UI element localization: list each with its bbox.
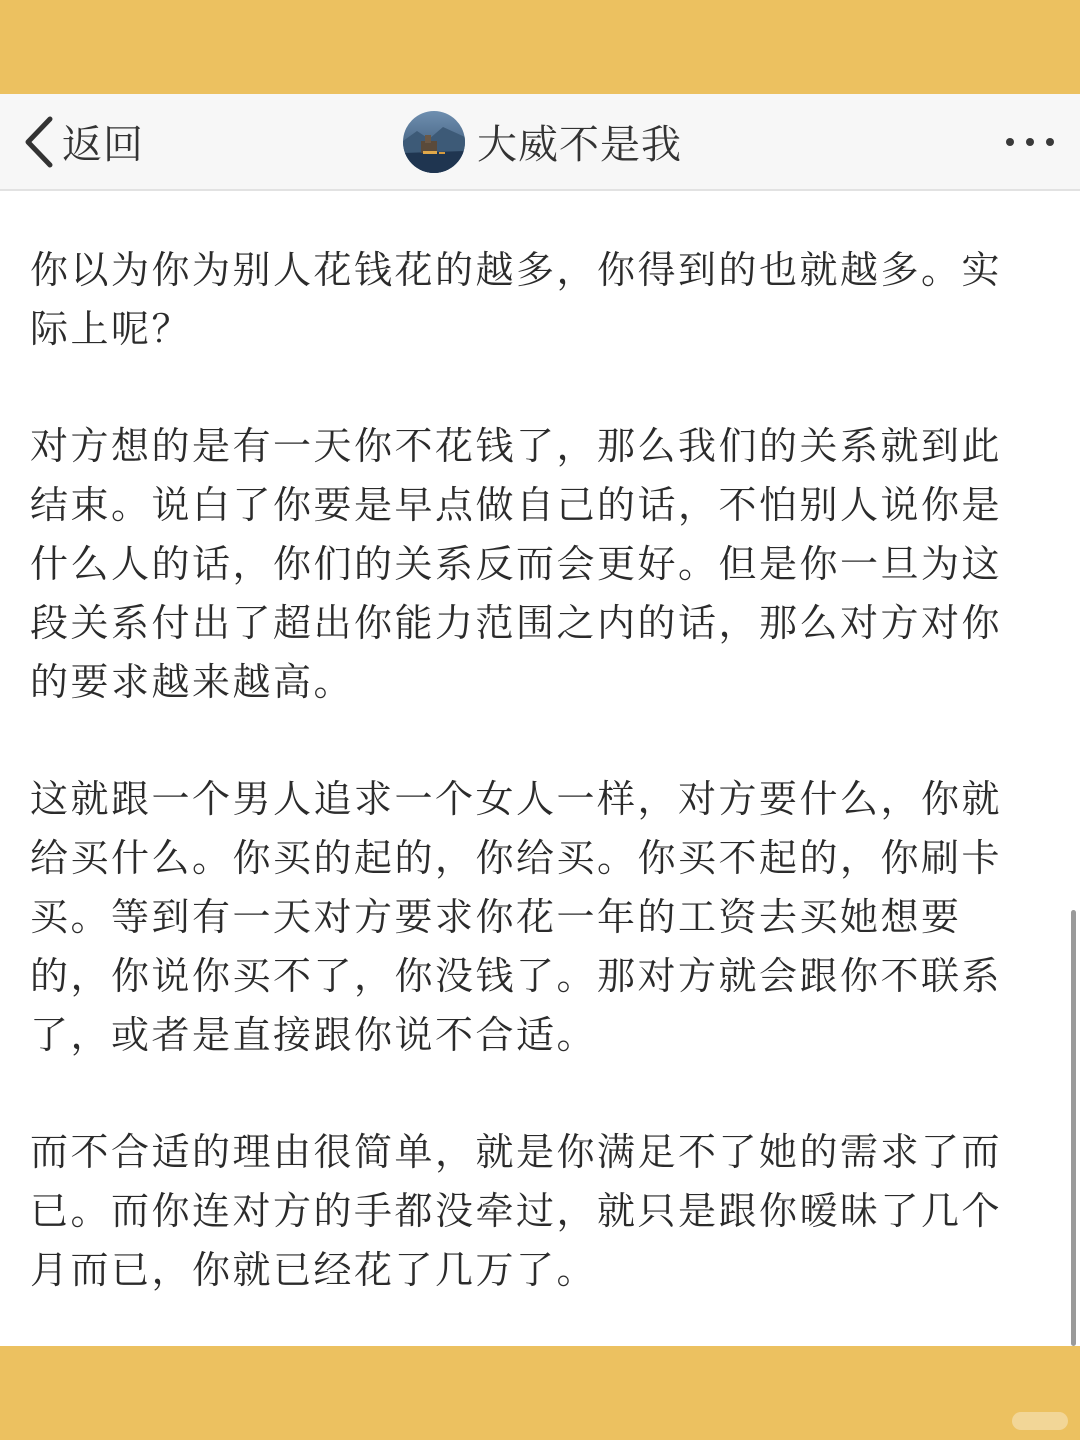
paragraph: 而不合适的理由很简单，就是你满足不了她的需求了而已。而你连对方的手都没牵过，就只是跟你暧昧了几个月而已，你就已经花了几万了。 <box>30 1130 1003 1292</box>
bottom-color-band <box>0 1346 1080 1440</box>
paragraph: 这就跟一个男人追求一个女人一样，对方要什么，你就给买什么。你买的起的，你给买。你买不起的，你刷卡买。等到有一天对方要求你花一年的工资去买她想要的，你说你买不了，你没钱了。那对方就会跟你不联系了，或者是直接跟你说不合适。 <box>30 777 1003 1057</box>
more-dots-icon <box>1026 138 1034 146</box>
more-dots-icon <box>1046 138 1054 146</box>
back-label: 返回 <box>62 122 144 168</box>
profile-header[interactable] <box>403 94 682 189</box>
more-options-button[interactable] <box>1006 94 1054 189</box>
watermark <box>1012 1412 1068 1430</box>
paragraph: 你以为你为别人花钱花的越多，你得到的也就越多。实际上呢？ <box>30 248 1003 351</box>
chevron-left-icon <box>22 115 56 169</box>
paragraph: 对方想的是有一天你不花钱了，那么我们的关系就到此结束。说白了你要是早点做自己的话，不怕别人说你是什么人的话，你们的关系反而会更好。但是你一旦为这段关系付出了超出你能力范围之内的话，那么对方对你的要求越来越高。 <box>30 424 1003 704</box>
navigation-bar <box>0 94 1080 191</box>
more-dots-icon <box>1006 138 1014 146</box>
scrollbar[interactable] <box>1071 910 1076 1346</box>
username: 大威不是我 <box>477 122 682 168</box>
top-color-band <box>0 0 1080 94</box>
post-content <box>30 241 1030 1358</box>
back-button[interactable] <box>22 94 144 189</box>
avatar[interactable] <box>403 111 465 173</box>
